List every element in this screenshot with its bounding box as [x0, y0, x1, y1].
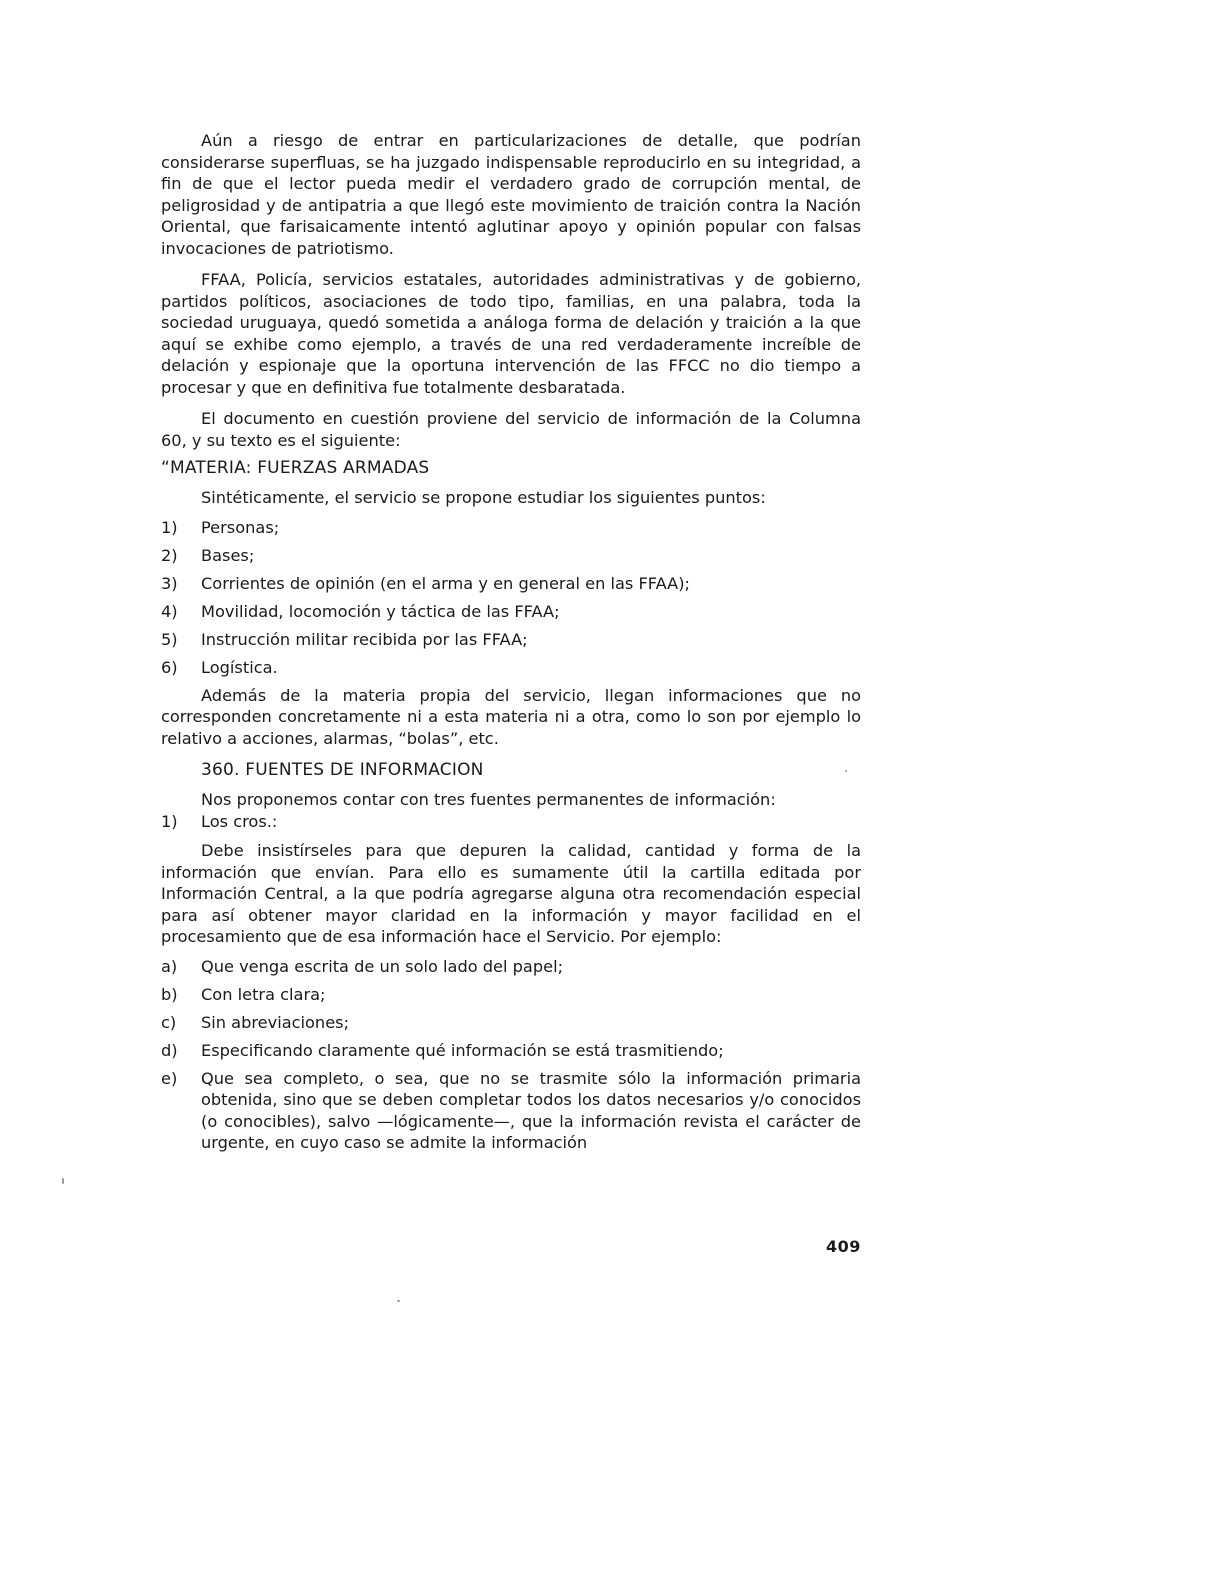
list-item-number: b) — [161, 984, 178, 1004]
list-item-number: c) — [161, 1012, 177, 1032]
list-item — [161, 811, 861, 833]
list-item-text: Especificando claramente qué información se está trasmitiendo; — [201, 1040, 724, 1060]
list-item — [161, 1040, 861, 1062]
document-page — [161, 130, 861, 1160]
list-item-text: Movilidad, locomoción y táctica de las FFAA; — [201, 601, 560, 621]
list-item-text: Personas; — [201, 517, 280, 537]
list-item-number: 5) — [161, 629, 178, 649]
list-item — [161, 573, 861, 595]
recommendations-list — [161, 956, 861, 1154]
list-item — [161, 601, 861, 623]
list-item-number: 6) — [161, 657, 178, 677]
list-item-number: 1) — [161, 811, 178, 831]
paragraph-intro: Aún a riesgo de entrar en particularizaciones de detalle, que podrían considerarse superfluas, se ha juzgado indispensable reproducirlo en su integridad, a fin de que el lector pueda medir el verdadero grado de corrupción mental, de peligrosidad y de antipatria a que llegó este movimiento de traición contra la Nación Oriental, que farisaicamente intentó aglutinar apoyo y opinión popular con falsas invocaciones de patriotismo. — [161, 131, 861, 258]
list-item — [161, 1012, 861, 1034]
list-item — [161, 956, 861, 978]
list-item-text: Instrucción militar recibida por las FFAA; — [201, 629, 528, 649]
paragraph-debe: Debe insistírseles para que depuren la calidad, cantidad y forma de la información que envían. Para ello es sumamente útil la cartilla editada por Información Central, a la que podría agregarse alguna otra recomendación especial para así obtener mayor claridad en la información y mayor facilidad en el procesamiento que de esa información hace el Servicio. Por ejemplo: — [161, 841, 861, 946]
paragraph-sources-intro: Nos proponemos contar con tres fuentes permanentes de información: — [201, 790, 776, 809]
list-item-number: e) — [161, 1068, 178, 1088]
list-item — [161, 629, 861, 651]
list-item-number: 3) — [161, 573, 178, 593]
list-item — [161, 984, 861, 1006]
paragraph-ademas: Además de la materia propia del servicio, llegan informaciones que no corresponden concretamente ni a esta materia ni a otra, como lo son por ejemplo lo relativo a acciones, alarmas, “bolas”, etc. — [161, 685, 861, 748]
list-item-text: Con letra clara; — [201, 984, 326, 1004]
sources-list — [161, 811, 861, 833]
list-item-text: Bases; — [201, 545, 255, 565]
paragraph-document-source: El documento en cuestión proviene del servicio de información de la Columna 60, y su texto es el siguiente: — [161, 409, 861, 450]
scan-speck — [845, 770, 847, 772]
list-item-number: d) — [161, 1040, 178, 1060]
list-item — [161, 545, 861, 567]
list-item-text: Que venga escrita de un solo lado del papel; — [201, 956, 564, 976]
list-item-text: Sin abreviaciones; — [201, 1012, 350, 1032]
points-list — [161, 517, 861, 679]
scan-speck — [397, 1300, 400, 1302]
list-item-text: Corrientes de opinión (en el arma y en general en las FFAA); — [201, 573, 690, 593]
materia-heading: “MATERIA: FUERZAS ARMADAS — [161, 458, 430, 478]
list-item-text: Que sea completo, o sea, que no se trasmite sólo la información primaria obtenida, sino que se deben completar todos los datos necesarios y/o conocidos (o conocibles), salvo —lógicamente—, que la información revista el carácter de urgente, en cuyo caso se admite la información — [201, 1068, 861, 1152]
paragraph-society: FFAA, Policía, servicios estatales, autoridades administrativas y de gobierno, partidos políticos, asociaciones de todo tipo, familias, en una palabra, toda la sociedad uruguaya, quedó sometida a análoga forma de delación y traición a la que aquí se exhibe como ejemplo, a través de una red verdaderamente increíble de delación y espionaje que la oportuna intervención de las FFCC no dio tiempo a procesar y que en definitiva fue totalmente desbaratada. — [161, 270, 861, 397]
list-item — [161, 657, 861, 679]
list-item-text: Los cros.: — [201, 811, 278, 831]
list-item-number: 1) — [161, 517, 178, 537]
section-heading: 360. FUENTES DE INFORMACION — [201, 760, 484, 780]
list-item-number: 4) — [161, 601, 178, 621]
paragraph-points-intro: Sintéticamente, el servicio se propone estudiar los siguientes puntos: — [201, 488, 766, 507]
scan-speck — [62, 1178, 64, 1184]
list-item — [161, 517, 861, 539]
list-item-number: 2) — [161, 545, 178, 565]
list-item-number: a) — [161, 956, 178, 976]
list-item — [161, 1068, 861, 1154]
page-number: 409 — [826, 1237, 861, 1256]
list-item-text: Logística. — [201, 657, 278, 677]
